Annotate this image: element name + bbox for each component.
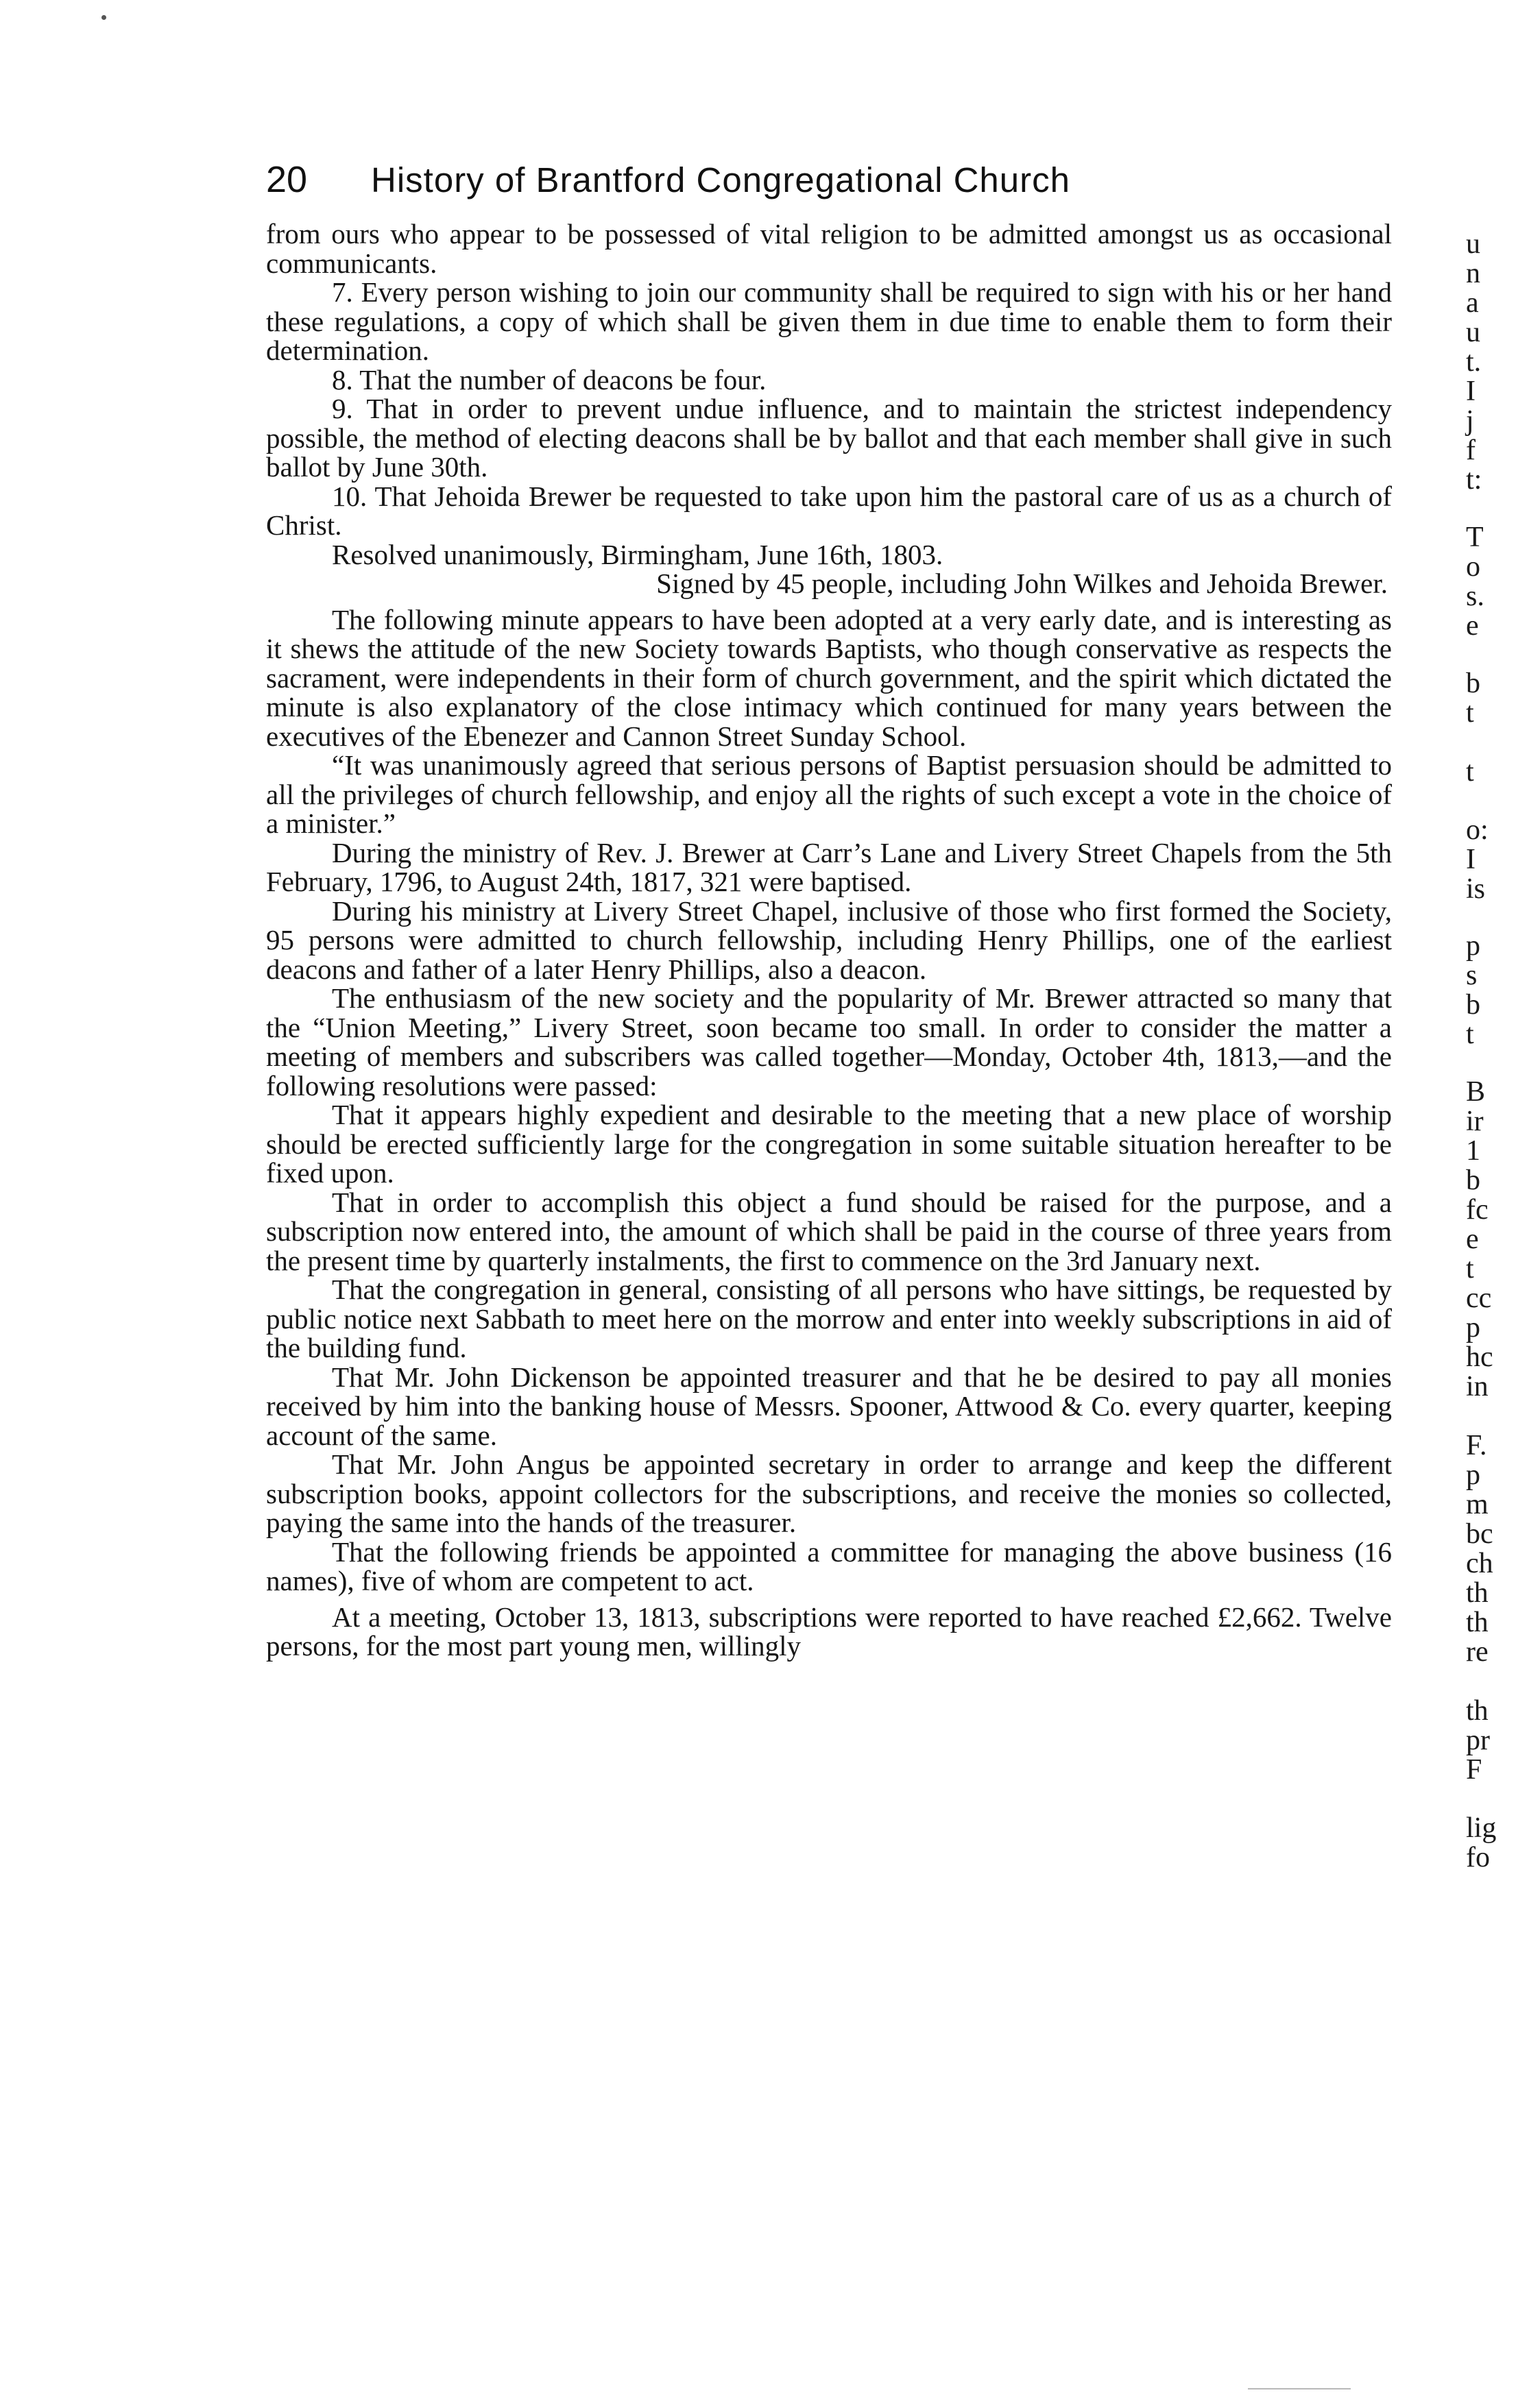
margin-fragment: ir — [1466, 1106, 1484, 1137]
margin-fragment: I — [1466, 844, 1476, 875]
paragraph: Signed by 45 people, including John Wilkes and Jehoida Brewer. — [656, 568, 1388, 599]
margin-fragment: j — [1466, 405, 1474, 437]
margin-fragment: p — [1466, 930, 1480, 962]
margin-fragment: o: — [1466, 814, 1489, 846]
margin-fragment: u — [1466, 317, 1480, 348]
paragraph: 8. That the number of deacons be four. — [332, 363, 767, 396]
margin-fragment: th — [1466, 1577, 1489, 1609]
margin-fragment: f — [1466, 435, 1476, 466]
margin-fragment: fc — [1466, 1194, 1489, 1226]
page-header — [266, 152, 1404, 207]
margin-fragment: u — [1466, 228, 1480, 260]
margin-fragment: th — [1466, 1695, 1489, 1727]
margin-fragment: ch — [1466, 1548, 1493, 1579]
margin-fragment: a — [1466, 287, 1479, 319]
margin-fragment: p — [1466, 1312, 1480, 1343]
margin-fragment: e — [1466, 610, 1479, 642]
margin-fragment: hc — [1466, 1341, 1493, 1373]
footer-rule — [1248, 2388, 1351, 2389]
paragraph: That the following friends be appointed a committee for managing the above business (16 names), five of whom are competent to act. — [266, 1535, 1392, 1596]
paragraph: from ours who appear to be possessed of vital religion to be admitted amongst us as occasional communicants. — [266, 218, 1392, 279]
margin-fragment: fo — [1466, 1842, 1490, 1873]
scan-speck — [101, 15, 106, 20]
margin-fragment: e — [1466, 1224, 1479, 1255]
margin-fragment: lig — [1466, 1812, 1497, 1844]
margin-fragment: m — [1466, 1489, 1489, 1520]
paragraph: Resolved unanimously, Birmingham, June 16th, 1803. — [332, 538, 943, 570]
margin-fragment: pr — [1466, 1725, 1490, 1756]
paragraph: That the congregation in general, consisting of all persons who have sittings, be requested by public notice next Sabbath to meet here on the morrow and enter into weekly subscriptions in aid of the building fund. — [266, 1274, 1392, 1363]
paragraph: At a meeting, October 13, 1813, subscriptions were reported to have reached £2,662. Twelve persons, for the most part young men, willingly — [266, 1601, 1392, 1662]
paragraph: 10. That Jehoida Brewer be requested to take upon him the pastoral care of us as a church of Christ. — [266, 480, 1392, 541]
paragraph: 9. That in order to prevent undue influence, and to maintain the strictest independency possible, the method of electing deacons shall be by ballot and that each member shall give in such ballot by June 30th. — [266, 393, 1392, 483]
paragraph: The following minute appears to have been adopted at a very early date, and is interesting as it shews the attitude of the new Society towards Baptists, who though conservative as respects the sacrament, were independents in their form of church government, and the spirit which dictated the minute is also explanatory of the close intimacy which continued for many years between the executives of the Ebenezer and Cannon Street Sunday School. — [266, 603, 1392, 752]
margin-fragment: cc — [1466, 1282, 1492, 1314]
paragraph: That Mr. John Dickenson be appointed treasurer and that he be desired to pay all monies received by him into the banking house of Messrs. Spooner, Attwood & Co. every quarter, keeping account of the same. — [266, 1361, 1392, 1451]
margin-fragment: is — [1466, 873, 1486, 905]
margin-fragment: t — [1466, 756, 1474, 788]
margin-fragment: B — [1466, 1076, 1486, 1108]
margin-fragment: in — [1466, 1371, 1489, 1402]
margin-fragment: t — [1466, 1019, 1474, 1050]
body-text — [266, 219, 1392, 1661]
margin-fragment: t: — [1466, 464, 1482, 496]
margin-fragment: bc — [1466, 1518, 1493, 1550]
margin-fragment: I — [1466, 376, 1476, 407]
paragraph: That it appears highly expedient and desirable to the meeting that a new place of worship should be erected sufficiently large for the congregation in some suitable situation hereafter to be fixed upon. — [266, 1099, 1392, 1189]
margin-fragment: s — [1466, 960, 1478, 991]
paragraph: 7. Every person wishing to join our community shall be required to sign with his or her hand these regulations, a copy of which shall be given them in due time to enable them to form their determination. — [266, 276, 1392, 366]
margin-fragment: th — [1466, 1607, 1489, 1638]
margin-fragment: p — [1466, 1459, 1480, 1491]
margin-fragment: o — [1466, 551, 1480, 583]
margin-fragment: 1 — [1466, 1135, 1480, 1167]
margin-fragment: F. — [1466, 1430, 1487, 1461]
paragraph: The enthusiasm of the new society and the popularity of Mr. Brewer attracted so many that the “Union Meeting,” Livery Street, soon became too small. In order to consider the matter a meeting of members and subscribers was called together—Monday, October 4th, 1813,—and the following resolutions were passed: — [266, 982, 1392, 1102]
margin-fragment: t. — [1466, 346, 1482, 378]
margin-fragment: b — [1466, 1165, 1480, 1196]
margin-fragment: t — [1466, 697, 1474, 729]
margin-fragment: t — [1466, 1253, 1474, 1285]
paragraph: That Mr. John Angus be appointed secretary in order to arrange and keep the different subscription books, appoint collectors for the subscriptions, and receive the monies so collected, paying the same into the hands of the treasurer. — [266, 1448, 1392, 1538]
margin-fragment: n — [1466, 258, 1480, 289]
margin-fragment: s. — [1466, 581, 1484, 612]
paragraph: That in order to accomplish this object a fund should be raised for the purpose, and a subscription now entered into, the amount of which shall be paid in the course of three years from the present time by quarterly instalments, the first to commence on the 3rd January next. — [266, 1186, 1392, 1276]
margin-fragment: F — [1466, 1754, 1482, 1786]
paragraph: “It was unanimously agreed that serious persons of Baptist persuasion should be admitted to all the privileges of church fellowship, and enjoy all the rights of such except a vote in the choice of a minister.” — [266, 749, 1392, 839]
margin-fragment: re — [1466, 1636, 1489, 1668]
margin-fragment: b — [1466, 668, 1480, 699]
paragraph: During the ministry of Rev. J. Brewer at Carr’s Lane and Livery Street Chapels from the 5th February, 1796, to August 24th, 1817, 321 were baptised. — [266, 836, 1392, 897]
page-number: 20 — [266, 159, 308, 200]
margin-fragment: T — [1466, 522, 1484, 553]
paragraph: During his ministry at Livery Street Chapel, inclusive of those who first formed the Society, 95 persons were admitted to church fellowship, including Henry Phillips, one of the earliest deacons and father of a later Henry Phillips, also a deacon. — [266, 895, 1392, 985]
margin-fragment: b — [1466, 989, 1480, 1021]
running-title: History of Brantford Congregational Church — [371, 160, 1070, 199]
